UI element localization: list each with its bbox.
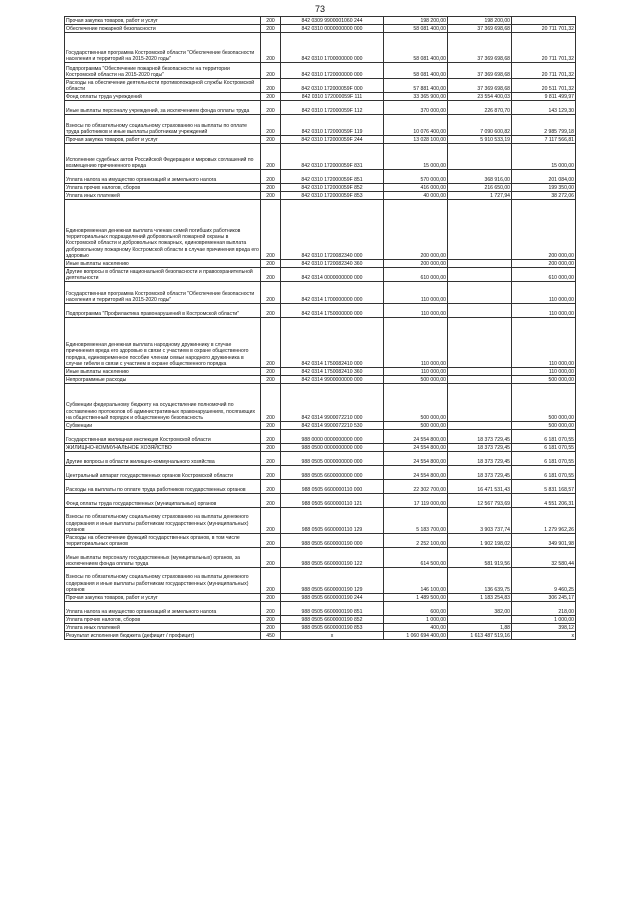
row-unexecuted-cell: 9 460,25 (512, 568, 576, 594)
row-name-cell: Государственная жилищная инспекция Костромской области (65, 430, 261, 444)
row-unexecuted-cell: 7 117 566,81 (512, 136, 576, 144)
row-unexecuted-cell: 610 000,00 (512, 268, 576, 282)
row-classification-code-cell: 988 0505 6600000190 122 (281, 548, 384, 568)
row-executed-cell: 37 369 698,68 (448, 79, 512, 93)
row-code-cell: 200 (261, 430, 281, 444)
table-row (65, 136, 576, 144)
row-approved-cell: 1 060 694 400,00 (384, 632, 448, 640)
row-unexecuted-cell: 32 580,44 (512, 548, 576, 568)
row-approved-cell: 22 302 700,00 (384, 480, 448, 494)
row-executed-cell: 5 910 533,19 (448, 136, 512, 144)
row-unexecuted-cell: 199 350,00 (512, 184, 576, 192)
row-classification-code-cell: 842 0310 172000059F 111 (281, 93, 384, 101)
row-approved-cell: 370 000,00 (384, 101, 448, 115)
table-row (65, 430, 576, 444)
row-classification-code-cell: 842 0310 172000059F 112 (281, 101, 384, 115)
page-number: 73 (314, 4, 325, 14)
row-approved-cell: 33 365 900,00 (384, 93, 448, 101)
row-code-cell: 200 (261, 368, 281, 376)
row-code-cell: 200 (261, 444, 281, 452)
row-unexecuted-cell: 110 000,00 (512, 282, 576, 304)
row-approved-cell: 13 028 100,00 (384, 136, 448, 144)
row-classification-code-cell: 988 0000 0000000000 000 (281, 430, 384, 444)
row-classification-code-cell: 842 0310 1720082340 360 (281, 260, 384, 268)
row-name-cell: Иные выплаты населению (65, 368, 261, 376)
row-unexecuted-cell: x (512, 632, 576, 640)
row-executed-cell: 18 373 729,45 (448, 430, 512, 444)
row-code-cell: 200 (261, 93, 281, 101)
row-code-cell: 200 (261, 548, 281, 568)
row-approved-cell: 58 081 400,00 (384, 63, 448, 79)
row-name-cell: Субвенции (65, 422, 261, 430)
row-executed-cell: 1 727,94 (448, 192, 512, 200)
row-name-cell: Другие вопросы в области национальной безопасности и правоохранительной деятельности (65, 268, 261, 282)
row-approved-cell: 146 100,00 (384, 568, 448, 594)
table-row (65, 144, 576, 170)
row-name-cell: Уплата прочих налогов, сборов (65, 616, 261, 624)
table-row (65, 444, 576, 452)
row-classification-code-cell: 842 0310 172000059F 244 (281, 136, 384, 144)
table-row (65, 466, 576, 480)
row-name-cell: Фонд оплаты труда государственных (муниципальных) органов (65, 494, 261, 508)
row-code-cell: 200 (261, 624, 281, 632)
row-code-cell: 200 (261, 422, 281, 430)
row-classification-code-cell: 842 0314 9900000000 000 (281, 376, 384, 384)
row-unexecuted-cell: 110 000,00 (512, 318, 576, 368)
row-code-cell: 200 (261, 136, 281, 144)
row-code-cell: 200 (261, 33, 281, 63)
budget-execution-table (64, 16, 576, 640)
row-executed-cell: 216 650,00 (448, 184, 512, 192)
table-row (65, 602, 576, 616)
row-approved-cell: 17 119 000,00 (384, 494, 448, 508)
row-approved-cell: 570 000,00 (384, 170, 448, 184)
row-code-cell: 200 (261, 602, 281, 616)
row-executed-cell (448, 376, 512, 384)
row-unexecuted-cell: 20 511 701,32 (512, 79, 576, 93)
row-classification-code-cell: 842 0310 172000059F 119 (281, 115, 384, 136)
table-row (65, 368, 576, 376)
row-approved-cell: 5 183 700,00 (384, 508, 448, 534)
row-code-cell: 200 (261, 260, 281, 268)
row-classification-code-cell: 988 0505 6600000110 129 (281, 508, 384, 534)
row-unexecuted-cell: 9 811 499,97 (512, 93, 576, 101)
row-code-cell: 200 (261, 268, 281, 282)
table-row (65, 422, 576, 430)
table-row (65, 452, 576, 466)
row-executed-cell: 1 902 198,02 (448, 534, 512, 548)
table-row (65, 384, 576, 422)
row-approved-cell: 614 500,00 (384, 548, 448, 568)
row-code-cell: 200 (261, 508, 281, 534)
row-approved-cell: 200 000,00 (384, 200, 448, 260)
row-unexecuted-cell: 110 000,00 (512, 304, 576, 318)
row-unexecuted-cell: 500 000,00 (512, 376, 576, 384)
row-name-cell: Исполнение судебных актов Российской Федерации и мировых соглашений по возмещению причиненного вреда (65, 144, 261, 170)
row-classification-code-cell: 842 0314 1700000000 000 (281, 282, 384, 304)
row-unexecuted-cell: 306 245,17 (512, 594, 576, 602)
row-code-cell: 200 (261, 384, 281, 422)
row-unexecuted-cell: 2 985 799,18 (512, 115, 576, 136)
row-classification-code-cell: 842 0309 9900001060 244 (281, 17, 384, 25)
row-approved-cell: 110 000,00 (384, 368, 448, 376)
table-row (65, 260, 576, 268)
row-approved-cell: 500 000,00 (384, 384, 448, 422)
row-approved-cell: 500 000,00 (384, 376, 448, 384)
row-unexecuted-cell: 110 000,00 (512, 368, 576, 376)
row-executed-cell (448, 422, 512, 430)
row-code-cell: 200 (261, 17, 281, 25)
row-approved-cell: 200 000,00 (384, 260, 448, 268)
row-executed-cell (448, 368, 512, 376)
row-classification-code-cell: 842 0314 0000000000 000 (281, 268, 384, 282)
row-name-cell: Подпрограмма "Обеспечение пожарной безопасности на территории Костромской области на 2015-2020 годы" (65, 63, 261, 79)
row-executed-cell: 23 554 400,03 (448, 93, 512, 101)
row-code-cell: 200 (261, 144, 281, 170)
table-row (65, 376, 576, 384)
row-name-cell: Единовременная денежная выплата членам семей погибших работников территориальных подразделений добровольной пожарной охраны в Костромской области и добровольных пожарных, единовременная выплата добровольному пожарному Костромской области в случае причинения вреда его здоровью (65, 200, 261, 260)
table-row (65, 548, 576, 568)
row-executed-cell: 12 567 793,69 (448, 494, 512, 508)
row-unexecuted-cell: 20 711 701,32 (512, 25, 576, 33)
row-approved-cell: 198 200,00 (384, 17, 448, 25)
row-name-cell: Взносы по обязательному социальному страхованию на выплаты денежного содержания и иные выплаты работникам государственных (муниципальных) органов (65, 508, 261, 534)
row-name-cell: Взносы по обязательному социальному страхованию на выплаты денежного содержания и иные выплаты работникам государственных (муниципальных) органов (65, 568, 261, 594)
table-body (65, 17, 576, 640)
row-executed-cell: 1 183 254,83 (448, 594, 512, 602)
row-executed-cell: 226 870,70 (448, 101, 512, 115)
table-row (65, 25, 576, 33)
row-executed-cell: 136 639,75 (448, 568, 512, 594)
table-row (65, 508, 576, 534)
row-executed-cell: 16 471 531,43 (448, 480, 512, 494)
row-unexecuted-cell: 6 181 070,55 (512, 466, 576, 480)
row-code-cell: 200 (261, 494, 281, 508)
row-executed-cell: 368 916,00 (448, 170, 512, 184)
row-classification-code-cell: 842 0314 1750082410 000 (281, 318, 384, 368)
row-approved-cell: 610 000,00 (384, 268, 448, 282)
row-code-cell: 200 (261, 304, 281, 318)
row-approved-cell: 500 000,00 (384, 422, 448, 430)
row-code-cell: 200 (261, 534, 281, 548)
row-classification-code-cell: 842 0310 0000000000 000 (281, 25, 384, 33)
row-unexecuted-cell: 200 000,00 (512, 260, 576, 268)
table-row (65, 594, 576, 602)
row-unexecuted-cell: 200 000,00 (512, 200, 576, 260)
row-executed-cell: 7 090 600,82 (448, 115, 512, 136)
row-classification-code-cell: 988 0505 6600000110 000 (281, 480, 384, 494)
row-unexecuted-cell: 218,00 (512, 602, 576, 616)
row-code-cell: 200 (261, 192, 281, 200)
row-unexecuted-cell: 20 711 701,32 (512, 63, 576, 79)
row-classification-code-cell: 988 0505 6600000110 121 (281, 494, 384, 508)
row-name-cell: Иные выплаты населению (65, 260, 261, 268)
row-executed-cell (448, 384, 512, 422)
row-code-cell: 200 (261, 170, 281, 184)
row-executed-cell (448, 200, 512, 260)
row-code-cell: 200 (261, 480, 281, 494)
row-code-cell: 200 (261, 79, 281, 93)
row-unexecuted-cell: 1 000,00 (512, 616, 576, 624)
row-classification-code-cell: 842 0310 1700000000 000 (281, 33, 384, 63)
row-executed-cell: 1 613 487 519,16 (448, 632, 512, 640)
row-executed-cell (448, 268, 512, 282)
row-executed-cell: 3 903 737,74 (448, 508, 512, 534)
table-row (65, 33, 576, 63)
row-unexecuted-cell: 6 181 070,55 (512, 430, 576, 444)
row-classification-code-cell: 988 0505 6600000190 129 (281, 568, 384, 594)
row-executed-cell: 18 373 729,45 (448, 466, 512, 480)
table-row (65, 93, 576, 101)
row-name-cell: Уплата налога на имущество организаций и земельного налога (65, 602, 261, 616)
row-executed-cell (448, 318, 512, 368)
row-executed-cell (448, 304, 512, 318)
row-name-cell: Обеспечение пожарной безопасности (65, 25, 261, 33)
row-classification-code-cell: 988 0505 6600000190 244 (281, 594, 384, 602)
row-code-cell: 200 (261, 452, 281, 466)
row-classification-code-cell: 988 0505 6600000190 851 (281, 602, 384, 616)
row-executed-cell: 37 369 698,68 (448, 25, 512, 33)
row-unexecuted-cell: 4 551 206,31 (512, 494, 576, 508)
row-classification-code-cell: 988 0505 6600000000 000 (281, 466, 384, 480)
table-row (65, 63, 576, 79)
row-approved-cell: 58 081 400,00 (384, 33, 448, 63)
row-approved-cell: 2 252 100,00 (384, 534, 448, 548)
row-classification-code-cell: 988 0505 6600000190 000 (281, 534, 384, 548)
row-code-cell: 200 (261, 184, 281, 192)
table-row (65, 282, 576, 304)
row-classification-code-cell: 842 0310 172000059F 831 (281, 144, 384, 170)
row-unexecuted-cell: 500 000,00 (512, 384, 576, 422)
row-unexecuted-cell: 20 711 701,32 (512, 33, 576, 63)
row-unexecuted-cell: 38 272,06 (512, 192, 576, 200)
row-classification-code-cell: x (281, 632, 384, 640)
row-code-cell: 200 (261, 318, 281, 368)
row-name-cell: Непрограммные расходы (65, 376, 261, 384)
row-name-cell: Центральный аппарат государственных органов Костромской области (65, 466, 261, 480)
row-unexecuted-cell: 1 279 962,26 (512, 508, 576, 534)
row-classification-code-cell: 988 0505 0000000000 000 (281, 452, 384, 466)
row-executed-cell (448, 616, 512, 624)
table-row (65, 534, 576, 548)
row-unexecuted-cell: 6 181 070,55 (512, 452, 576, 466)
row-code-cell: 200 (261, 200, 281, 260)
row-unexecuted-cell: 5 831 168,57 (512, 480, 576, 494)
table-row (65, 568, 576, 594)
row-code-cell: 200 (261, 466, 281, 480)
row-approved-cell: 110 000,00 (384, 304, 448, 318)
row-approved-cell: 58 081 400,00 (384, 25, 448, 33)
row-classification-code-cell: 842 0314 9900072210 530 (281, 422, 384, 430)
table-row (65, 494, 576, 508)
row-name-cell: Прочая закупка товаров, работ и услуг (65, 17, 261, 25)
row-executed-cell: 1,88 (448, 624, 512, 632)
row-approved-cell: 40 000,00 (384, 192, 448, 200)
row-approved-cell: 24 554 800,00 (384, 430, 448, 444)
row-approved-cell: 1 000,00 (384, 616, 448, 624)
table-row (65, 184, 576, 192)
row-approved-cell: 57 881 400,00 (384, 79, 448, 93)
table-row (65, 101, 576, 115)
row-name-cell: Единовременная денежная выплата народному дружиннику в случае причинения вреда его здоровью в связи с участием в охране общественного порядка, единовременное пособие членам семьи народного дружинника в случае гибели в связи с участием в охране общественного порядка (65, 318, 261, 368)
table-row (65, 17, 576, 25)
row-unexecuted-cell: 143 129,30 (512, 101, 576, 115)
row-classification-code-cell: 842 0310 172000059F 851 (281, 170, 384, 184)
row-classification-code-cell: 988 0500 0000000000 000 (281, 444, 384, 452)
row-executed-cell (448, 260, 512, 268)
row-approved-cell: 24 554 800,00 (384, 452, 448, 466)
table-row (65, 115, 576, 136)
row-code-cell: 200 (261, 616, 281, 624)
row-name-cell: Расходы на выплаты по оплате труда работников государственных органов (65, 480, 261, 494)
row-code-cell: 200 (261, 282, 281, 304)
row-executed-cell: 581 919,56 (448, 548, 512, 568)
row-classification-code-cell: 988 0505 6600000190 853 (281, 624, 384, 632)
row-unexecuted-cell: 398,12 (512, 624, 576, 632)
table-row (65, 318, 576, 368)
row-code-cell: 200 (261, 25, 281, 33)
row-classification-code-cell: 842 0310 1720000000 000 (281, 63, 384, 79)
table-row (65, 632, 576, 640)
row-name-cell: Расходы на обеспечение функций государственных органов, в том числе территориальных органов (65, 534, 261, 548)
row-name-cell: Результат исполнения бюджета (дефицит / профицит) (65, 632, 261, 640)
row-approved-cell: 110 000,00 (384, 318, 448, 368)
row-code-cell: 200 (261, 115, 281, 136)
row-name-cell: Государственная программа Костромской области "Обеспечение безопасности населения и территорий на 2015-2020 годы" (65, 282, 261, 304)
row-name-cell: Иные выплаты персоналу государственных (муниципальных) органов, за исключением фонда оплаты труда (65, 548, 261, 568)
row-unexecuted-cell: 6 181 070,55 (512, 444, 576, 452)
row-approved-cell: 600,00 (384, 602, 448, 616)
table-row (65, 200, 576, 260)
row-executed-cell (448, 282, 512, 304)
row-code-cell: 200 (261, 568, 281, 594)
table-row (65, 624, 576, 632)
row-name-cell: Государственная программа Костромской области "Обеспечение безопасности населения и территорий на 2015-2020 годы" (65, 33, 261, 63)
row-code-cell: 200 (261, 594, 281, 602)
row-name-cell: ЖИЛИЩНО-КОММУНАЛЬНОЕ ХОЗЯЙСТВО (65, 444, 261, 452)
row-executed-cell: 18 373 729,45 (448, 444, 512, 452)
row-approved-cell: 10 076 400,00 (384, 115, 448, 136)
table-row (65, 480, 576, 494)
row-name-cell: Уплата налога на имущество организаций и земельного налога (65, 170, 261, 184)
row-code-cell: 200 (261, 101, 281, 115)
row-classification-code-cell: 842 0314 1750000000 000 (281, 304, 384, 318)
row-code-cell: 200 (261, 376, 281, 384)
row-executed-cell: 198 200,00 (448, 17, 512, 25)
row-approved-cell: 416 000,00 (384, 184, 448, 192)
row-name-cell: Уплата иных платежей (65, 624, 261, 632)
row-name-cell: Уплата прочих налогов, сборов (65, 184, 261, 192)
row-approved-cell: 110 000,00 (384, 282, 448, 304)
row-unexecuted-cell: 349 901,98 (512, 534, 576, 548)
row-name-cell: Фонд оплаты труда учреждений (65, 93, 261, 101)
row-classification-code-cell: 842 0310 172000059F 000 (281, 79, 384, 93)
row-code-cell: 200 (261, 63, 281, 79)
row-name-cell: Взносы по обязательному социальному страхованию на выплаты по оплате труда работников и иные выплаты работникам учреждений (65, 115, 261, 136)
table-row (65, 304, 576, 318)
table-row (65, 170, 576, 184)
table-row (65, 79, 576, 93)
row-unexecuted-cell (512, 17, 576, 25)
row-classification-code-cell: 842 0310 172000059F 853 (281, 192, 384, 200)
row-approved-cell: 24 554 800,00 (384, 466, 448, 480)
row-name-cell: Иные выплаты персоналу учреждений, за исключением фонда оплаты труда (65, 101, 261, 115)
row-executed-cell: 37 369 698,68 (448, 63, 512, 79)
row-unexecuted-cell: 201 084,00 (512, 170, 576, 184)
row-executed-cell: 382,00 (448, 602, 512, 616)
row-name-cell: Субвенции федеральному бюджету на осуществление полномочий по составлению протоколов об административных правонарушениях, посягающих на общественный порядок и общественную безопасность (65, 384, 261, 422)
table-row (65, 192, 576, 200)
row-name-cell: Прочая закупка товаров, работ и услуг (65, 594, 261, 602)
table-row (65, 616, 576, 624)
row-approved-cell: 15 000,00 (384, 144, 448, 170)
row-name-cell: Расходы на обеспечение деятельности противопожарной службы Костромской области (65, 79, 261, 93)
row-name-cell: Подпрограмма "Профилактика правонарушений в Костромской области" (65, 304, 261, 318)
row-classification-code-cell: 842 0314 1750082410 360 (281, 368, 384, 376)
row-unexecuted-cell: 15 000,00 (512, 144, 576, 170)
row-name-cell: Уплата иных платежей (65, 192, 261, 200)
row-executed-cell: 37 369 698,68 (448, 33, 512, 63)
row-approved-cell: 24 554 800,00 (384, 444, 448, 452)
row-name-cell: Прочая закупка товаров, работ и услуг (65, 136, 261, 144)
row-executed-cell (448, 144, 512, 170)
row-classification-code-cell: 842 0310 1720082340 000 (281, 200, 384, 260)
table-row (65, 268, 576, 282)
row-executed-cell: 18 373 729,45 (448, 452, 512, 466)
row-code-cell: 450 (261, 632, 281, 640)
row-classification-code-cell: 988 0505 6600000190 852 (281, 616, 384, 624)
row-name-cell: Другие вопросы в области жилищно-коммунального хозяйства (65, 452, 261, 466)
row-classification-code-cell: 842 0314 9900072210 000 (281, 384, 384, 422)
row-classification-code-cell: 842 0310 172000059F 852 (281, 184, 384, 192)
row-unexecuted-cell: 500 000,00 (512, 422, 576, 430)
row-approved-cell: 400,00 (384, 624, 448, 632)
row-approved-cell: 1 489 500,00 (384, 594, 448, 602)
